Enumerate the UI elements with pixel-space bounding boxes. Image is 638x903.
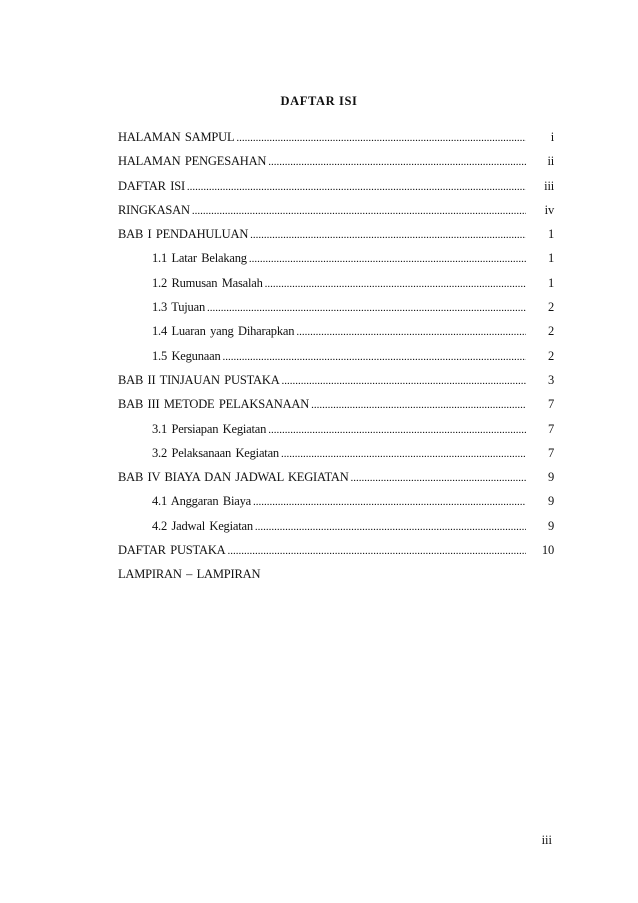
toc-subentry [118, 422, 554, 446]
toc-entry [118, 154, 554, 178]
toc-dot-leader [282, 375, 526, 387]
toc-entry [118, 130, 554, 154]
toc-dot-leader [249, 253, 526, 265]
toc-subentry [118, 276, 554, 300]
toc-dot-leader [311, 399, 526, 411]
toc-entry-page: 7 [547, 397, 554, 412]
toc-dot-leader [187, 181, 526, 193]
toc-dot-leader [227, 545, 526, 557]
page-title: DAFTAR ISI [280, 94, 358, 108]
toc-entry-label: DAFTAR ISI [118, 178, 185, 193]
toc-entry [118, 470, 554, 494]
toc-entry-page: 2 [547, 300, 554, 315]
toc-entry-page: 9 [547, 470, 554, 485]
toc-entry-label: HALAMAN PENGESAHAN [118, 154, 267, 169]
toc-dot-leader [255, 521, 526, 533]
toc-entry-label: RINGKASAN [118, 202, 190, 217]
toc-entry [118, 543, 554, 567]
toc-dot-leader [207, 302, 526, 314]
toc-entry-page: iv [544, 202, 554, 217]
toc-entry [118, 179, 554, 203]
toc-entry-page: 9 [547, 518, 554, 533]
toc-dot-leader [265, 278, 526, 290]
toc-dot-leader [268, 424, 526, 436]
toc-entry [118, 567, 554, 591]
toc-entry-page: 7 [547, 445, 554, 460]
toc-dot-leader [296, 326, 526, 338]
toc-entry-page: ii [547, 154, 554, 169]
toc-entry [118, 397, 554, 421]
toc-entry-label: BAB III METODE PELAKSANAAN [118, 397, 310, 412]
toc-entry-label: LAMPIRAN – LAMPIRAN [118, 567, 261, 582]
toc-dot-leader [192, 205, 526, 217]
toc-entry-label: HALAMAN SAMPUL [118, 130, 235, 144]
toc-entry-page: iii [544, 178, 554, 193]
toc-dot-leader [351, 472, 526, 484]
toc-entry-label: 1.2 Rumusan Masalah [152, 275, 263, 290]
toc-entry-page: 1 [547, 227, 554, 242]
toc-entry-label: DAFTAR PUSTAKA [118, 543, 226, 558]
toc-dot-leader [253, 496, 526, 508]
page-number: iii [541, 833, 552, 847]
toc-entry-label: 4.1 Anggaran Biaya [152, 494, 252, 509]
toc-subentry [118, 251, 554, 275]
toc-entry-label: BAB II TINJAUAN PUSTAKA [118, 372, 280, 387]
toc-entry-page: 1 [547, 275, 554, 290]
toc-entry-label: 1.4 Luaran yang Diharapkan [152, 324, 295, 339]
toc-dot-leader [236, 132, 526, 144]
toc-entry-page: 3 [547, 372, 554, 387]
toc-dot-leader [223, 351, 526, 363]
table-of-contents [118, 130, 554, 592]
toc-entry [118, 373, 554, 397]
toc-entry [118, 203, 554, 227]
toc-subentry [118, 300, 554, 324]
toc-entry-page: 2 [547, 348, 554, 363]
toc-entry-page: i [550, 130, 554, 144]
toc-dot-leader [281, 448, 526, 460]
toc-dot-leader [268, 156, 526, 168]
toc-entry-label: 3.1 Persiapan Kegiatan [152, 421, 267, 436]
toc-entry-label: BAB I PENDAHULUAN [118, 227, 249, 242]
toc-entry-label: 4.2 Jadwal Kegiatan [152, 518, 253, 533]
toc-subentry [118, 494, 554, 518]
toc-entry-page: 7 [547, 421, 554, 436]
toc-subentry [118, 349, 554, 373]
toc-entry-page: 1 [547, 251, 554, 266]
toc-entry-page: 10 [541, 543, 554, 558]
toc-dot-leader [250, 229, 526, 241]
toc-entry-label: 1.5 Kegunaan [152, 348, 221, 363]
toc-subentry [118, 324, 554, 348]
toc-entry-label: 3.2 Pelaksanaan Kegiatan [152, 445, 279, 460]
toc-entry [118, 227, 554, 251]
toc-subentry [118, 519, 554, 543]
toc-entry-label: BAB IV BIAYA DAN JADWAL KEGIATAN [118, 470, 349, 485]
toc-entry-label: 1.1 Latar Belakang [152, 251, 247, 266]
toc-entry-page: 2 [547, 324, 554, 339]
toc-entry-label: 1.3 Tujuan [152, 300, 205, 315]
toc-subentry [118, 446, 554, 470]
toc-entry-page: 9 [547, 494, 554, 509]
